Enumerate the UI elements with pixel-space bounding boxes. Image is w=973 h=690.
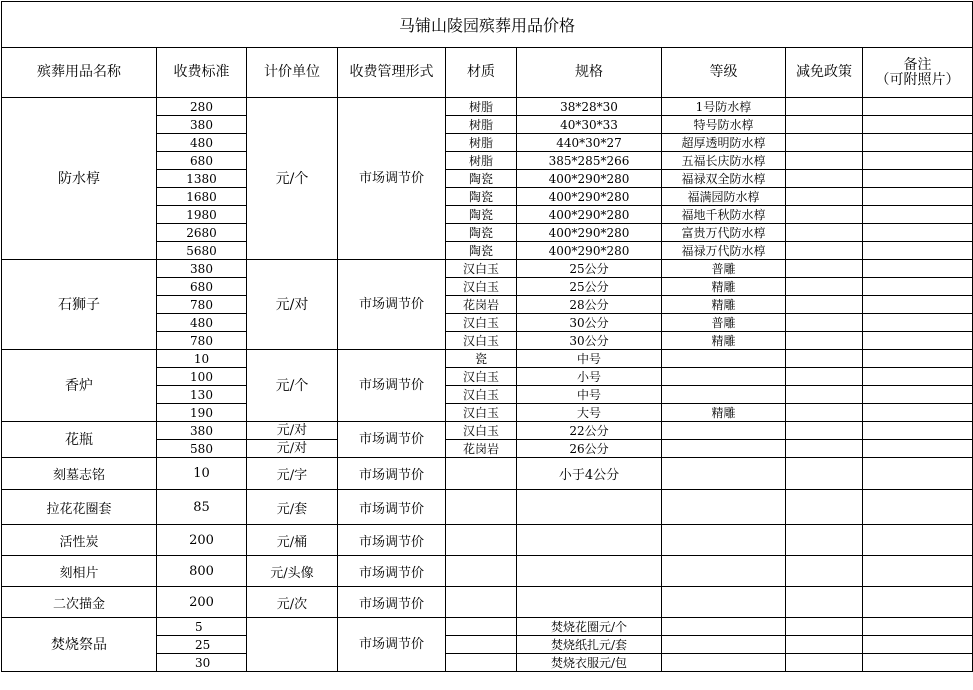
price-cell: 680 bbox=[157, 152, 247, 170]
remark-cell bbox=[863, 404, 973, 422]
price-cell: 1980 bbox=[157, 206, 247, 224]
price-cell: 780 bbox=[157, 296, 247, 314]
spec-cell: 400*290*280 bbox=[517, 206, 662, 224]
remark-cell bbox=[863, 368, 973, 386]
remark-cell bbox=[863, 458, 973, 490]
spec-cell: 385*285*266 bbox=[517, 152, 662, 170]
table-row bbox=[2, 422, 973, 440]
unit-cell: 元/对 bbox=[247, 422, 338, 440]
mgmt-cell: 市场调节价 bbox=[338, 525, 446, 556]
grade-cell: 福禄万代防水椁 bbox=[662, 242, 786, 260]
spec-cell: 30公分 bbox=[517, 314, 662, 332]
policy-cell bbox=[786, 314, 863, 332]
remark-cell bbox=[863, 618, 973, 636]
material-cell bbox=[446, 490, 517, 525]
policy-cell bbox=[786, 440, 863, 458]
material-cell: 树脂 bbox=[446, 98, 517, 116]
remark-cell bbox=[863, 636, 973, 654]
remark-cell bbox=[863, 242, 973, 260]
grade-cell bbox=[662, 386, 786, 404]
material-cell: 陶瓷 bbox=[446, 206, 517, 224]
remark-cell bbox=[863, 260, 973, 278]
policy-cell bbox=[786, 278, 863, 296]
price-cell: 130 bbox=[157, 386, 247, 404]
burn-body bbox=[2, 618, 973, 672]
grade-cell bbox=[662, 422, 786, 440]
material-cell: 瓷 bbox=[446, 350, 517, 368]
mgmt-cell: 市场调节价 bbox=[338, 556, 446, 587]
material-cell bbox=[446, 458, 517, 490]
material-cell: 陶瓷 bbox=[446, 188, 517, 206]
groups-body bbox=[2, 98, 973, 458]
grade-cell: 福地千秋防水椁 bbox=[662, 206, 786, 224]
header-mgmt: 收费管理形式 bbox=[338, 48, 446, 98]
remark-cell bbox=[863, 386, 973, 404]
policy-cell bbox=[786, 206, 863, 224]
material-cell: 花岗岩 bbox=[446, 296, 517, 314]
item-name: 刻墓志铭 bbox=[2, 458, 157, 490]
material-cell: 陶瓷 bbox=[446, 224, 517, 242]
price-cell: 780 bbox=[157, 332, 247, 350]
policy-cell bbox=[786, 618, 863, 636]
mgmt-cell: 市场调节价 bbox=[338, 618, 446, 672]
spec-cell: 25公分 bbox=[517, 260, 662, 278]
singles-body bbox=[2, 458, 973, 618]
policy-cell bbox=[786, 350, 863, 368]
remark-cell bbox=[863, 440, 973, 458]
policy-cell bbox=[786, 654, 863, 672]
material-cell: 陶瓷 bbox=[446, 170, 517, 188]
mgmt-cell: 市场调节价 bbox=[338, 422, 446, 458]
price-cell: 5 bbox=[157, 618, 247, 636]
price-cell: 480 bbox=[157, 314, 247, 332]
remark-cell bbox=[863, 188, 973, 206]
unit-cell: 元/桶 bbox=[247, 525, 338, 556]
unit-cell: 元/次 bbox=[247, 587, 338, 618]
price-cell: 200 bbox=[157, 525, 247, 556]
price-cell: 2680 bbox=[157, 224, 247, 242]
policy-cell bbox=[786, 152, 863, 170]
spec-cell: 中号 bbox=[517, 386, 662, 404]
price-cell: 380 bbox=[157, 116, 247, 134]
spec-cell: 40*30*33 bbox=[517, 116, 662, 134]
policy-cell bbox=[786, 422, 863, 440]
policy-cell bbox=[786, 224, 863, 242]
material-cell: 汉白玉 bbox=[446, 260, 517, 278]
policy-cell bbox=[786, 556, 863, 587]
spec-cell: 38*28*30 bbox=[517, 98, 662, 116]
remark-cell bbox=[863, 170, 973, 188]
mgmt-cell: 市场调节价 bbox=[338, 350, 446, 422]
table-row bbox=[2, 350, 973, 368]
header-policy: 减免政策 bbox=[786, 48, 863, 98]
item-name: 花瓶 bbox=[2, 422, 157, 458]
unit-cell: 元/套 bbox=[247, 490, 338, 525]
spec-cell bbox=[517, 587, 662, 618]
table-row bbox=[2, 587, 973, 618]
remark-cell bbox=[863, 206, 973, 224]
policy-cell bbox=[786, 98, 863, 116]
header-remark bbox=[863, 48, 973, 98]
spec-cell: 焚烧衣服元/包 bbox=[517, 654, 662, 672]
price-cell: 580 bbox=[157, 440, 247, 458]
spec-cell: 400*290*280 bbox=[517, 188, 662, 206]
material-cell: 汉白玉 bbox=[446, 422, 517, 440]
grade-cell bbox=[662, 556, 786, 587]
policy-cell bbox=[786, 404, 863, 422]
spec-cell: 28公分 bbox=[517, 296, 662, 314]
table-row bbox=[2, 458, 973, 490]
grade-cell: 福满园防水椁 bbox=[662, 188, 786, 206]
grade-cell bbox=[662, 636, 786, 654]
grade-cell bbox=[662, 350, 786, 368]
grade-cell bbox=[662, 618, 786, 636]
price-table bbox=[1, 1, 973, 672]
material-cell bbox=[446, 587, 517, 618]
price-cell: 800 bbox=[157, 556, 247, 587]
spec-cell: 400*290*280 bbox=[517, 170, 662, 188]
item-name: 二次描金 bbox=[2, 587, 157, 618]
policy-cell bbox=[786, 134, 863, 152]
item-name: 活性炭 bbox=[2, 525, 157, 556]
remark-cell bbox=[863, 654, 973, 672]
grade-cell bbox=[662, 525, 786, 556]
remark-cell bbox=[863, 490, 973, 525]
price-cell: 5680 bbox=[157, 242, 247, 260]
spec-cell: 26公分 bbox=[517, 440, 662, 458]
header-spec: 规格 bbox=[517, 48, 662, 98]
policy-cell bbox=[786, 188, 863, 206]
unit-cell: 元/头像 bbox=[247, 556, 338, 587]
unit-cell: 元/个 bbox=[247, 350, 338, 422]
unit-cell: 元/对 bbox=[247, 260, 338, 350]
grade-cell bbox=[662, 458, 786, 490]
grade-cell: 精雕 bbox=[662, 332, 786, 350]
grade-cell: 福禄双全防水椁 bbox=[662, 170, 786, 188]
title-row bbox=[2, 2, 973, 48]
mgmt-cell: 市场调节价 bbox=[338, 458, 446, 490]
policy-cell bbox=[786, 458, 863, 490]
spec-cell: 焚烧纸扎元/套 bbox=[517, 636, 662, 654]
policy-cell bbox=[786, 296, 863, 314]
price-cell: 1380 bbox=[157, 170, 247, 188]
policy-cell bbox=[786, 368, 863, 386]
policy-cell bbox=[786, 116, 863, 134]
price-cell: 680 bbox=[157, 278, 247, 296]
material-cell: 树脂 bbox=[446, 134, 517, 152]
policy-cell bbox=[786, 490, 863, 525]
remark-cell bbox=[863, 296, 973, 314]
header-unit: 计价单位 bbox=[247, 48, 338, 98]
grade-cell bbox=[662, 587, 786, 618]
policy-cell bbox=[786, 525, 863, 556]
material-cell: 树脂 bbox=[446, 116, 517, 134]
policy-cell bbox=[786, 170, 863, 188]
header-name: 殡葬用品名称 bbox=[2, 48, 157, 98]
table-row bbox=[2, 556, 973, 587]
material-cell bbox=[446, 618, 517, 636]
material-cell bbox=[446, 654, 517, 672]
spec-cell: 小号 bbox=[517, 368, 662, 386]
price-cell: 30 bbox=[157, 654, 247, 672]
spec-cell bbox=[517, 490, 662, 525]
remark-cell bbox=[863, 350, 973, 368]
material-cell bbox=[446, 525, 517, 556]
policy-cell bbox=[786, 587, 863, 618]
spec-cell: 440*30*27 bbox=[517, 134, 662, 152]
material-cell: 汉白玉 bbox=[446, 278, 517, 296]
table-row bbox=[2, 525, 973, 556]
item-name: 石狮子 bbox=[2, 260, 157, 350]
grade-cell bbox=[662, 654, 786, 672]
grade-cell: 1号防水椁 bbox=[662, 98, 786, 116]
policy-cell bbox=[786, 242, 863, 260]
material-cell: 汉白玉 bbox=[446, 404, 517, 422]
spec-cell bbox=[517, 556, 662, 587]
spec-cell bbox=[517, 525, 662, 556]
header-grade: 等级 bbox=[662, 48, 786, 98]
item-name: 拉花花圈套 bbox=[2, 490, 157, 525]
unit-cell bbox=[247, 618, 338, 672]
remark-cell bbox=[863, 134, 973, 152]
grade-cell: 普雕 bbox=[662, 260, 786, 278]
mgmt-cell: 市场调节价 bbox=[338, 260, 446, 350]
remark-cell bbox=[863, 332, 973, 350]
header-row bbox=[2, 48, 973, 98]
material-cell: 汉白玉 bbox=[446, 368, 517, 386]
material-cell: 汉白玉 bbox=[446, 332, 517, 350]
price-cell: 100 bbox=[157, 368, 247, 386]
header-remark-line2: （可附照片） bbox=[875, 71, 960, 88]
price-cell: 380 bbox=[157, 422, 247, 440]
grade-cell bbox=[662, 368, 786, 386]
unit-cell: 元/字 bbox=[247, 458, 338, 490]
policy-cell bbox=[786, 260, 863, 278]
remark-cell bbox=[863, 587, 973, 618]
price-cell: 25 bbox=[157, 636, 247, 654]
table-row bbox=[2, 260, 973, 278]
policy-cell bbox=[786, 386, 863, 404]
remark-cell bbox=[863, 525, 973, 556]
item-name: 防水椁 bbox=[2, 98, 157, 260]
spec-cell: 焚烧花圈元/个 bbox=[517, 618, 662, 636]
remark-cell bbox=[863, 116, 973, 134]
policy-cell bbox=[786, 636, 863, 654]
spec-cell: 22公分 bbox=[517, 422, 662, 440]
material-cell: 陶瓷 bbox=[446, 242, 517, 260]
price-cell: 480 bbox=[157, 134, 247, 152]
table-row bbox=[2, 490, 973, 525]
spec-cell: 400*290*280 bbox=[517, 242, 662, 260]
policy-cell bbox=[786, 332, 863, 350]
spec-cell: 大号 bbox=[517, 404, 662, 422]
price-cell: 85 bbox=[157, 490, 247, 525]
unit-cell: 元/个 bbox=[247, 98, 338, 260]
mgmt-cell: 市场调节价 bbox=[338, 98, 446, 260]
spec-cell: 中号 bbox=[517, 350, 662, 368]
spec-cell: 30公分 bbox=[517, 332, 662, 350]
price-cell: 1680 bbox=[157, 188, 247, 206]
remark-cell bbox=[863, 556, 973, 587]
grade-cell: 精雕 bbox=[662, 296, 786, 314]
header-material: 材质 bbox=[446, 48, 517, 98]
grade-cell: 普雕 bbox=[662, 314, 786, 332]
grade-cell: 超厚透明防水椁 bbox=[662, 134, 786, 152]
material-cell: 花岗岩 bbox=[446, 440, 517, 458]
price-cell: 10 bbox=[157, 458, 247, 490]
price-cell: 200 bbox=[157, 587, 247, 618]
spec-cell: 小于4公分 bbox=[517, 458, 662, 490]
remark-cell bbox=[863, 422, 973, 440]
price-cell: 380 bbox=[157, 260, 247, 278]
price-cell: 190 bbox=[157, 404, 247, 422]
mgmt-cell: 市场调节价 bbox=[338, 490, 446, 525]
grade-cell: 特号防水椁 bbox=[662, 116, 786, 134]
item-name: 刻相片 bbox=[2, 556, 157, 587]
remark-cell bbox=[863, 152, 973, 170]
header-remark-line1: 备注 bbox=[903, 56, 932, 73]
material-cell: 树脂 bbox=[446, 152, 517, 170]
header-price: 收费标准 bbox=[157, 48, 247, 98]
item-name: 焚烧祭品 bbox=[2, 618, 157, 672]
remark-cell bbox=[863, 98, 973, 116]
price-cell: 280 bbox=[157, 98, 247, 116]
material-cell: 汉白玉 bbox=[446, 386, 517, 404]
remark-cell bbox=[863, 278, 973, 296]
material-cell: 汉白玉 bbox=[446, 314, 517, 332]
remark-cell bbox=[863, 314, 973, 332]
grade-cell: 富贵万代防水椁 bbox=[662, 224, 786, 242]
grade-cell: 精雕 bbox=[662, 404, 786, 422]
material-cell bbox=[446, 636, 517, 654]
unit-cell: 元/对 bbox=[247, 440, 338, 458]
grade-cell bbox=[662, 490, 786, 525]
price-cell: 10 bbox=[157, 350, 247, 368]
spec-cell: 400*290*280 bbox=[517, 224, 662, 242]
page-title: 马铺山陵园殡葬用品价格 bbox=[2, 2, 973, 48]
material-cell bbox=[446, 556, 517, 587]
remark-cell bbox=[863, 224, 973, 242]
grade-cell: 五福长庆防水椁 bbox=[662, 152, 786, 170]
grade-cell bbox=[662, 440, 786, 458]
grade-cell: 精雕 bbox=[662, 278, 786, 296]
table-row bbox=[2, 618, 973, 636]
table-row bbox=[2, 98, 973, 116]
mgmt-cell: 市场调节价 bbox=[338, 587, 446, 618]
item-name: 香炉 bbox=[2, 350, 157, 422]
spec-cell: 25公分 bbox=[517, 278, 662, 296]
